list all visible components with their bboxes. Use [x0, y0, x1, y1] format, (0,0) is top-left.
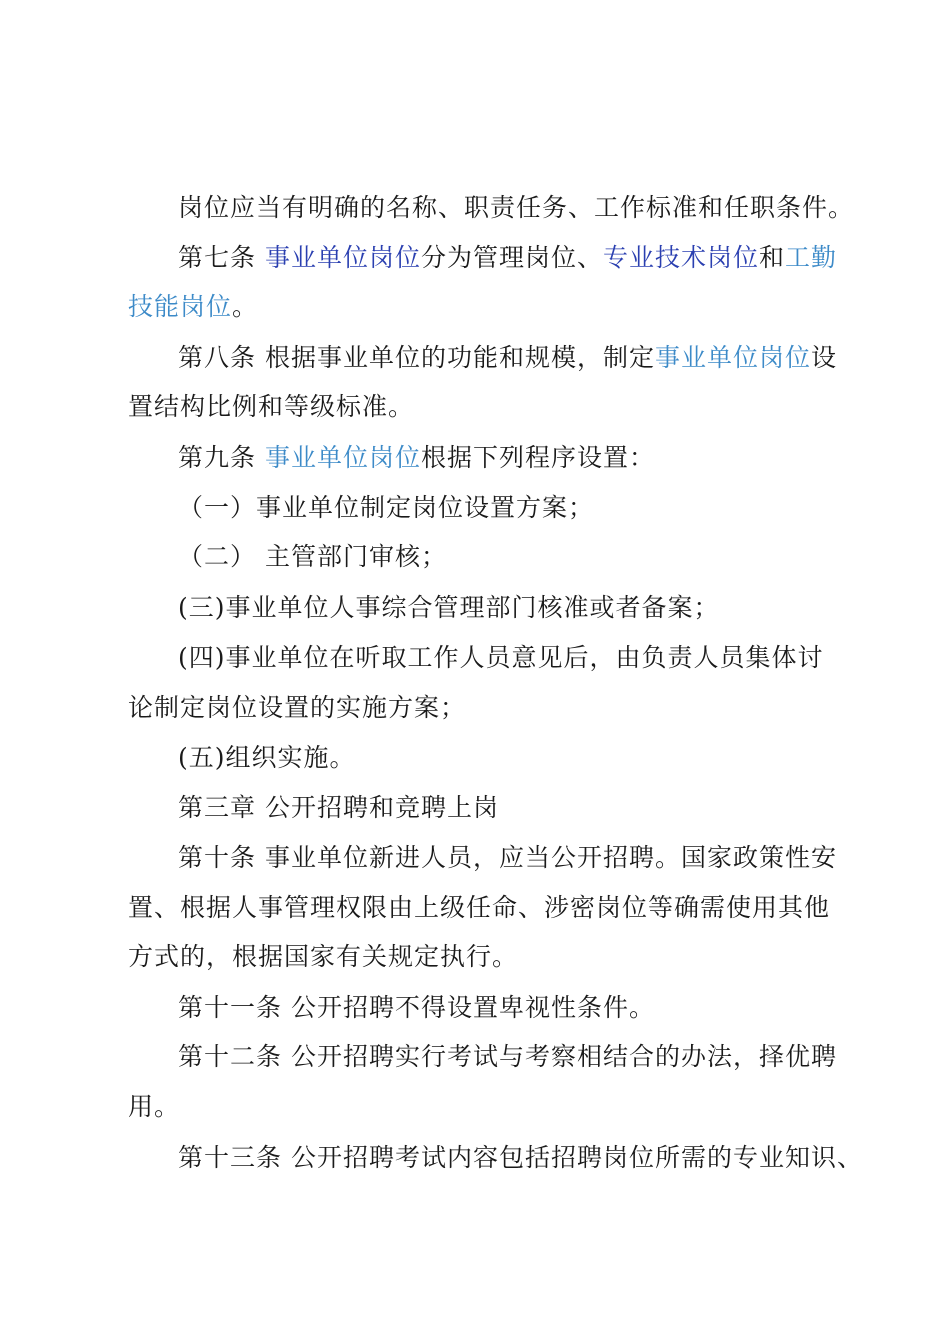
- text-line: [128, 693, 466, 723]
- text-line: [128, 942, 518, 972]
- line-text: 和: [759, 243, 786, 272]
- line-text: 设: [810, 343, 837, 372]
- line-text: 分为管理岗位、: [420, 243, 603, 272]
- article-heading: 第九条: [178, 443, 265, 472]
- chapter-title: 第三章 公开招聘和竞聘上岗: [178, 793, 499, 822]
- line-text: 方式的，根据国家有关规定执行。: [128, 942, 519, 971]
- line-text: 论制定岗位设置的实施方案；: [128, 693, 467, 722]
- term-link[interactable]: 工勤: [785, 243, 838, 272]
- text-line: [178, 193, 854, 223]
- text-line: [128, 893, 830, 923]
- text-line: [128, 1092, 180, 1122]
- chapter-heading: [178, 793, 499, 823]
- text-line: [178, 542, 447, 572]
- term-link[interactable]: 专业技术岗位: [602, 243, 759, 272]
- line-text: 置、根据人事管理权限由上级任命、涉密岗位等确需使用其他: [128, 893, 831, 922]
- line-text: 第十条 事业单位新进人员，应当公开招聘。国家政策性安: [178, 843, 837, 872]
- text-line: [178, 243, 837, 273]
- line-text: （一）事业单位制定岗位设置方案；: [178, 493, 595, 522]
- line-text: 根据下列程序设置：: [420, 443, 655, 472]
- article-heading: 第七条: [178, 243, 265, 272]
- line-text: 第十二条 公开招聘实行考试与考察相结合的办法，择优聘: [178, 1042, 837, 1071]
- line-text: 置结构比例和等级标准。: [128, 392, 415, 421]
- term-link[interactable]: 事业单位岗位: [264, 243, 421, 272]
- term-link[interactable]: 事业单位岗位: [654, 343, 811, 372]
- term-link[interactable]: 事业单位岗位: [264, 443, 421, 472]
- text-line: [178, 343, 837, 373]
- line-text: （二） 主管部门审核；: [178, 542, 447, 571]
- line-text: 第八条 根据事业单位的功能和规模，制定: [178, 343, 655, 372]
- line-text: 第十一条 公开招聘不得设置卑视性条件。: [178, 993, 655, 1022]
- text-line: [178, 643, 824, 673]
- text-line: [128, 292, 258, 322]
- text-line: [178, 443, 655, 473]
- line-text: (三)事业单位人事综合管理部门核准或者备案；: [178, 593, 720, 622]
- text-line: [128, 392, 414, 422]
- line-text: (五)组织实施。: [178, 743, 356, 772]
- text-line: [178, 743, 356, 773]
- text-line: [178, 1143, 863, 1173]
- line-text: 。: [232, 292, 259, 321]
- text-line: [178, 1042, 837, 1072]
- line-text: 用。: [128, 1092, 181, 1121]
- line-text: (四)事业单位在听取工作人员意见后，由负责人员集体讨: [178, 643, 824, 672]
- term-link[interactable]: 技能岗位: [128, 292, 233, 321]
- text-line: [178, 593, 720, 623]
- text-line: [178, 493, 594, 523]
- text-line: [178, 843, 837, 873]
- line-text: 第十三条 公开招聘考试内容包括招聘岗位所需的专业知识、: [178, 1143, 863, 1172]
- line-text: 岗位应当有明确的名称、职责任务、工作标准和任职条件。: [178, 193, 855, 222]
- text-line: [178, 993, 655, 1023]
